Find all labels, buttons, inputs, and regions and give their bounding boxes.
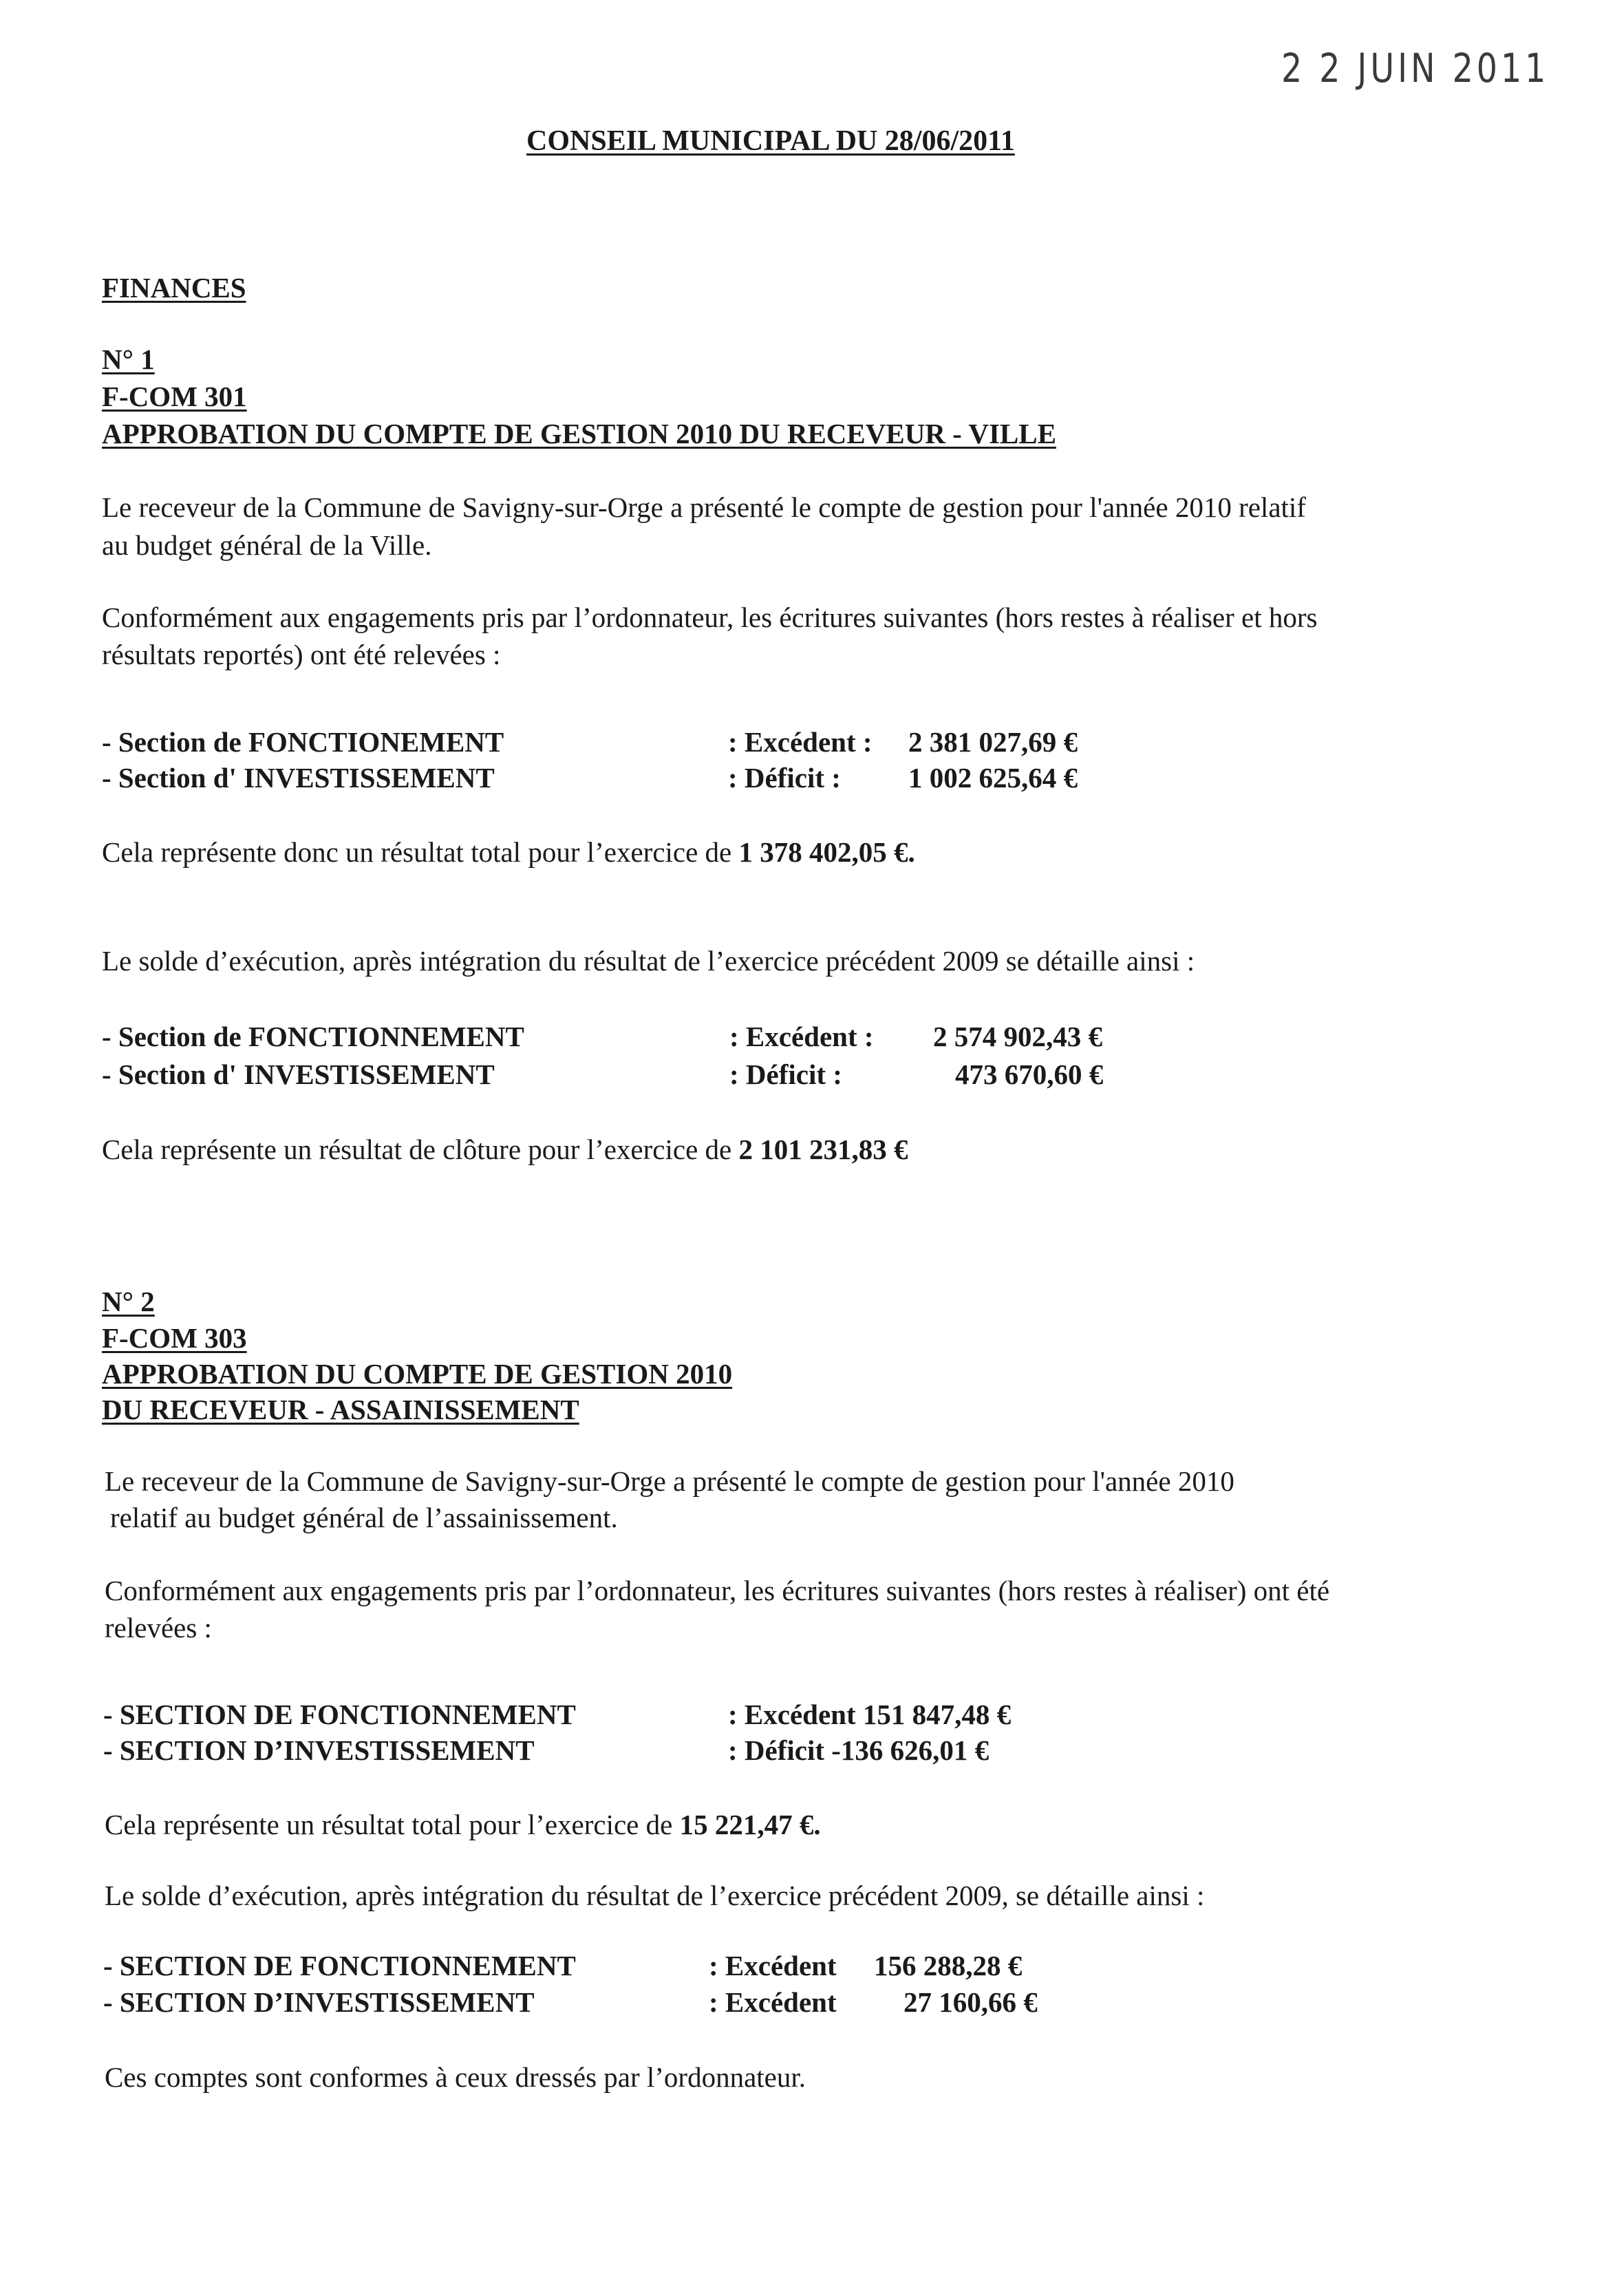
item2-table2-row [103, 1984, 1135, 2022]
item2-code: F-COM 303 [102, 1322, 247, 1354]
item1-title: APPROBATION DU COMPTE DE GESTION 2010 DU RECEVEUR - VILLE [102, 418, 1056, 449]
row-amount: 27 160,66 € [903, 1986, 1038, 2018]
section-title: FINANCES [102, 272, 246, 304]
row-kind: : Déficit : [729, 1059, 842, 1090]
item1-closing [102, 1131, 908, 1168]
item2-intro-line2: relatif au budget général de l’assainissement. [110, 1502, 618, 1533]
item2-solde: Le solde d’exécution, après intégration du résultat de l’exercice précédent 2009, se détaille ainsi : [105, 1880, 1205, 1911]
date-stamp: 2 2 JUIN 2011 [1281, 45, 1550, 92]
row-amount: 1 002 625,64 € [908, 762, 1078, 794]
item1-table1-row [102, 724, 1134, 762]
row-amount: 156 288,28 € [874, 1950, 1023, 1981]
item2-table2-row [103, 1948, 1135, 1986]
row-kind: : Déficit : [728, 762, 841, 794]
item2-engage-line1: Conformément aux engagements pris par l’ordonnateur, les écritures suivantes (hors restes à réaliser) ont été [105, 1575, 1330, 1606]
item2-total [105, 1807, 821, 1843]
item1-total-text: Cela représente donc un résultat total pour l’exercice de [102, 836, 739, 868]
item1-closing-text: Cela représente un résultat de clôture pour l’exercice de [102, 1134, 739, 1165]
row-kind: : Excédent : [728, 726, 873, 758]
row-kind: : Excédent [709, 1986, 837, 2018]
row-label: - SECTION D’INVESTISSEMENT [103, 1986, 535, 2018]
item2-total-text: Cela représente un résultat total pour l’exercice de [105, 1809, 680, 1840]
item1-number: N° 1 [102, 343, 155, 375]
item1-solde: Le solde d’exécution, après intégration du résultat de l’exercice précédent 2009 se détaille ainsi : [102, 945, 1195, 977]
row-label: - Section d' INVESTISSEMENT [102, 762, 495, 794]
item2-engage-line2: relevées : [105, 1612, 212, 1644]
item1-engage-line1: Conformément aux engagements pris par l’ordonnateur, les écritures suivantes (hors restes à réaliser et hors [102, 602, 1318, 633]
item1-intro-line2: au budget général de la Ville. [102, 529, 432, 561]
item1-code: F-COM 301 [102, 381, 247, 412]
item2-number: N° 2 [102, 1286, 155, 1317]
item2-total-value: 15 221,47 €. [679, 1809, 821, 1840]
row-label: - Section de FONCTIONEMENT [102, 726, 504, 758]
item1-table2-row [102, 1019, 1134, 1056]
item1-total-value: 1 378 402,05 €. [738, 836, 915, 868]
document-header: CONSEIL MUNICIPAL DU 28/06/2011 [526, 125, 1015, 157]
row-kind: : Excédent : [729, 1021, 874, 1052]
item2-table1-row [103, 1697, 1135, 1734]
row-amount: 2 381 027,69 € [908, 726, 1078, 758]
item2-intro-line1: Le receveur de la Commune de Savigny-sur-Orge a présenté le compte de gestion pour l'année 2010 [105, 1465, 1234, 1497]
item1-closing-value: 2 101 231,83 € [738, 1134, 908, 1165]
row-kind: : Excédent 151 847,48 € [728, 1699, 1012, 1730]
row-amount: 2 574 902,43 € [933, 1021, 1102, 1052]
item1-intro-line1: Le receveur de la Commune de Savigny-sur-Orge a présenté le compte de gestion pour l'année 2010 relatif [102, 491, 1306, 523]
row-kind: : Déficit -136 626,01 € [728, 1734, 990, 1766]
row-label: - SECTION DE FONCTIONNEMENT [103, 1699, 576, 1730]
item2-title-line2: DU RECEVEUR - ASSAINISSEMENT [102, 1394, 579, 1425]
row-label: - Section d' INVESTISSEMENT [102, 1059, 495, 1090]
row-amount: 473 670,60 € [955, 1059, 1104, 1090]
item1-total [102, 834, 915, 871]
row-label: - Section de FONCTIONNEMENT [102, 1021, 524, 1052]
item2-conclusion: Ces comptes sont conformes à ceux dressés par l’ordonnateur. [105, 2061, 806, 2093]
row-label: - SECTION DE FONCTIONNEMENT [103, 1950, 576, 1981]
row-kind: : Excédent [709, 1950, 837, 1981]
item1-table1-row [102, 760, 1134, 798]
item2-title-line1: APPROBATION DU COMPTE DE GESTION 2010 [102, 1358, 733, 1390]
item1-table2-row [102, 1056, 1134, 1094]
item1-engage-line2: résultats reportés) ont été relevées : [102, 639, 501, 670]
item2-table1-row [103, 1732, 1135, 1770]
row-label: - SECTION D’INVESTISSEMENT [103, 1734, 535, 1766]
